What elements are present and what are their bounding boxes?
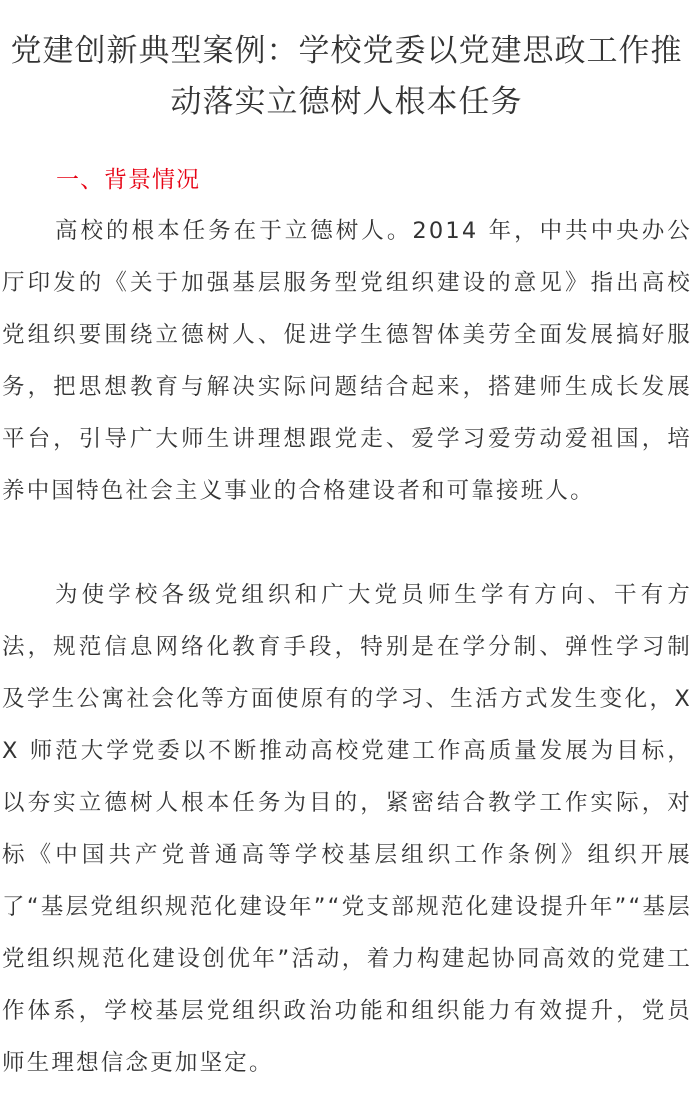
section-heading: 一、背景情况: [56, 167, 200, 193]
body-paragraph: 高校的根本任务在于立德树人。2014 年，中共中央办公厅印发的《关于加强基层服务型党组织建设的意见》指出高校党组织要围绕立德树人、促进学生德智体美劳全面发展搞好服务，把思想教育与解决实际问题结合起来，搭建师生成长发展平台，引导广大师生讲理想跟党走、爱学习爱劳动爱祖国，培养中国特色社会主义事业的合格建设者和可靠接班人。: [2, 218, 692, 504]
article-title: 党建创新典型案例：学校党委以党建思政工作推动落实立德树人根本任务: [10, 33, 683, 120]
body-paragraph: 为使学校各级党组织和广大党员师生学有方向、干有方法，规范信息网络化教育手段，特别是在学分制、弹性学习制及学生公寓社会化等方面使原有的学习、生活方式发生变化，XX 师范大学党委以不断推动高校党建工作高质量发展为目标，以夯实立德树人根本任务为目的，紧密结合教学工作实际，对标《中国共产党普通高等学校基层组织工作条例》组织开展了“基层党组织规范化建设年”“党支部规范化建设提升年”“基层党组织规范化建设创优年”活动，着力构建起协同高效的党建工作体系，学校基层党组织政治功能和组织能力有效提升，党员师生理想信念更加坚定。: [2, 582, 692, 1076]
